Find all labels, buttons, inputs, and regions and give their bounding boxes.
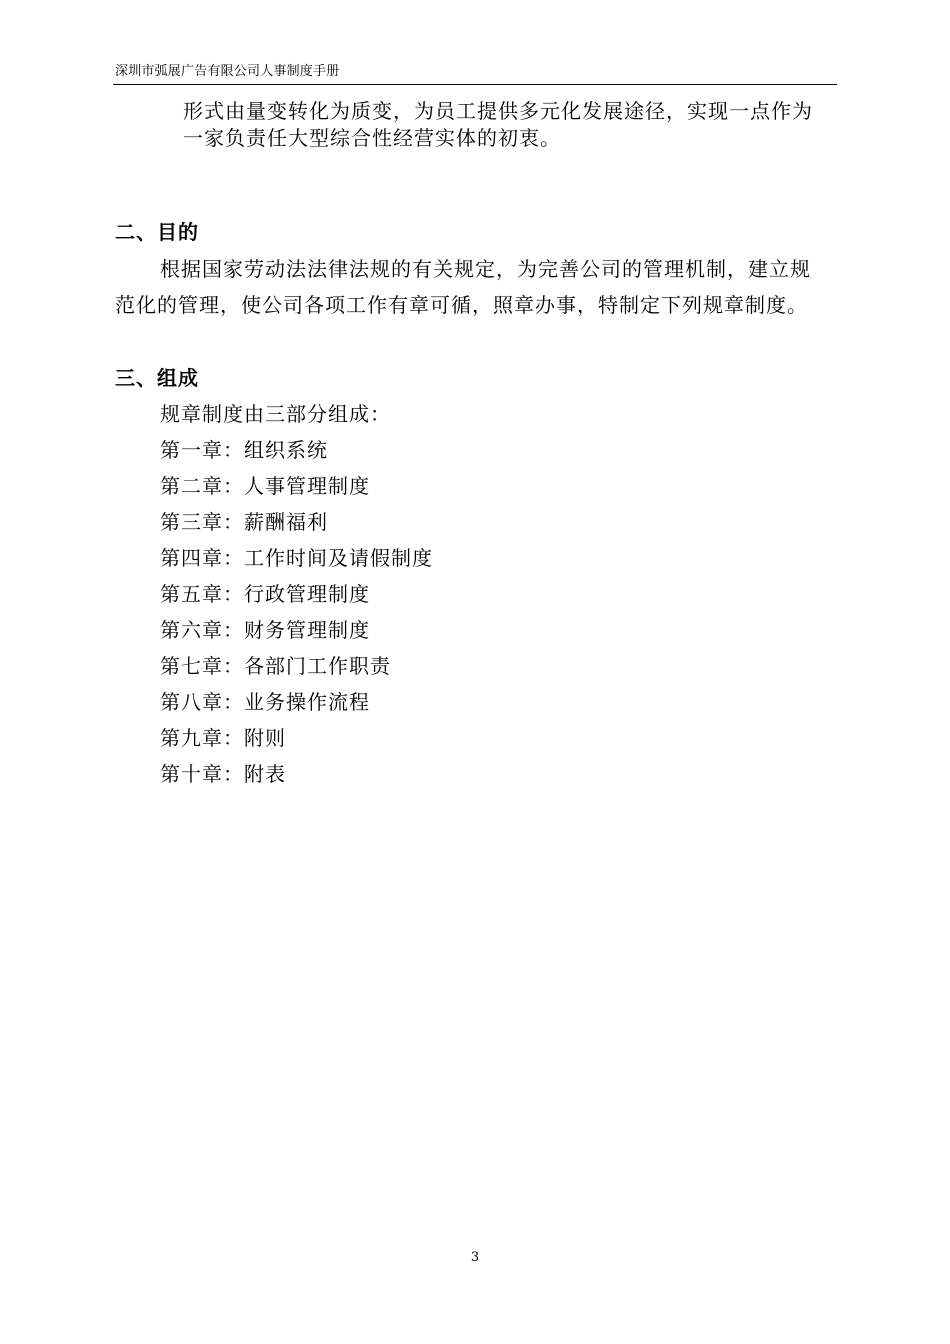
purpose-line-2: 范化的管理，使公司各项工作有章可循，照章办事，特制定下列规章制度。 bbox=[115, 293, 808, 317]
chapter-item: 第三章：薪酬福利 bbox=[160, 510, 328, 534]
chapter-item: 第五章：行政管理制度 bbox=[160, 582, 370, 606]
chapter-item: 第二章：人事管理制度 bbox=[160, 474, 370, 498]
chapter-item: 第一章：组织系统 bbox=[160, 438, 328, 462]
chapter-item: 第四章：工作时间及请假制度 bbox=[160, 546, 433, 570]
section-heading-purpose: 二、目的 bbox=[115, 220, 199, 244]
intro-line-2: 一家负责任大型综合性经营实体的初衷。 bbox=[183, 126, 561, 150]
chapter-item: 第十章：附表 bbox=[160, 762, 286, 786]
section-heading-composition: 三、组成 bbox=[115, 366, 199, 390]
page-header-title: 深圳市弧展广告有限公司人事制度手册 bbox=[115, 64, 340, 79]
chapter-item: 第七章：各部门工作职责 bbox=[160, 654, 391, 678]
chapter-item: 第九章：附则 bbox=[160, 726, 286, 750]
composition-intro: 规章制度由三部分组成： bbox=[160, 402, 391, 426]
page-number: 3 bbox=[470, 1250, 480, 1265]
purpose-line-1: 根据国家劳动法法律法规的有关规定，为完善公司的管理机制，建立规 bbox=[160, 257, 811, 281]
intro-line-1: 形式由量变转化为质变，为员工提供多元化发展途径，实现一点作为 bbox=[183, 99, 813, 123]
chapter-item: 第六章：财务管理制度 bbox=[160, 618, 370, 642]
header-divider bbox=[113, 84, 837, 85]
chapter-item: 第八章：业务操作流程 bbox=[160, 690, 370, 714]
